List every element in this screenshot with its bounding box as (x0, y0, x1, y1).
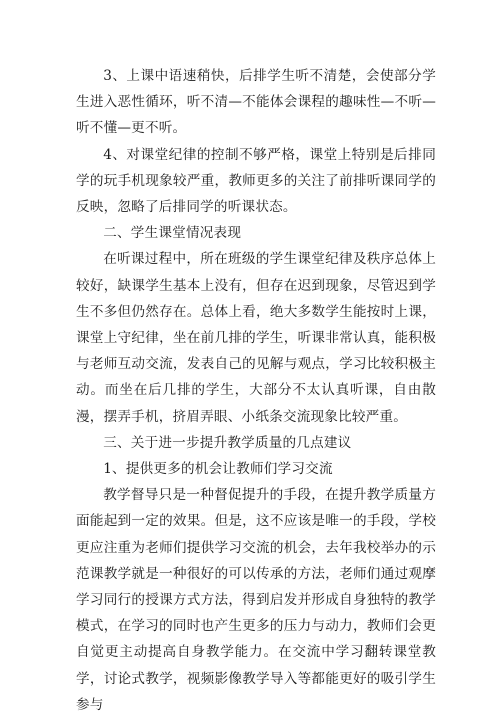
paragraph-point-3: 3、上课中语速稍快，后排学生听不清楚，会使部分学生进入恶性循环，听不清—不能体会课程的趣味性—不听—听不懂—更不听。 (76, 68, 436, 137)
paragraph-suggestion-1: 教学督导只是一种督促提升的手段，在提升教学质量方面能起到一定的效果。但是，这不应该是唯一的手段，学校更应注重为老师们提供学习交流的机会，去年我校举办的示范课教学就是一种很好的可以传承的方法，老师们通过观摩学习同行的授课方式方法，得到启发并形成自身独特的教学模式，在学习的同时也产生更多的压力与动力，教师们会更自觉更主动提高自身教学能力。在交流中学习翻转课堂教学，讨论式教学，视频影像教学导入等都能更好的吸引学生参与 (76, 487, 436, 713)
section-heading-3: 三、关于进一步提升教学质量的几点建议 (103, 434, 352, 451)
paragraph-student-performance: 在听课过程中，所在班级的学生课堂纪律及秩序总体上较好，缺课学生基本上没有，但存在迟到现象，尽管迟到学生不多但仍然存在。总体上看，绝大多数学生能按时上课，课堂上守纪律，坐在前几排的学生，听课非常认真，能积极与老师互动交流，发表自己的见解与观点，学习比较积极主动。而坐在后几排的学生，大部分不太认真听课，自由散漫，摆弄手机，挤眉弄眼、小纸条交流现象比较严重。 (76, 251, 436, 425)
section-heading-2: 二、学生课堂情况表现 (103, 225, 242, 242)
paragraph-point-4: 4、对课堂纪律的控制不够严格，课堂上特别是后排同学的玩手机现象较严重，教师更多的关注了前排听课同学的反映，忽略了后排同学的听课状态。 (76, 146, 436, 216)
document-body (76, 63, 436, 718)
subheading-1: 1、提供更多的机会让教师们学习交流 (103, 461, 333, 478)
